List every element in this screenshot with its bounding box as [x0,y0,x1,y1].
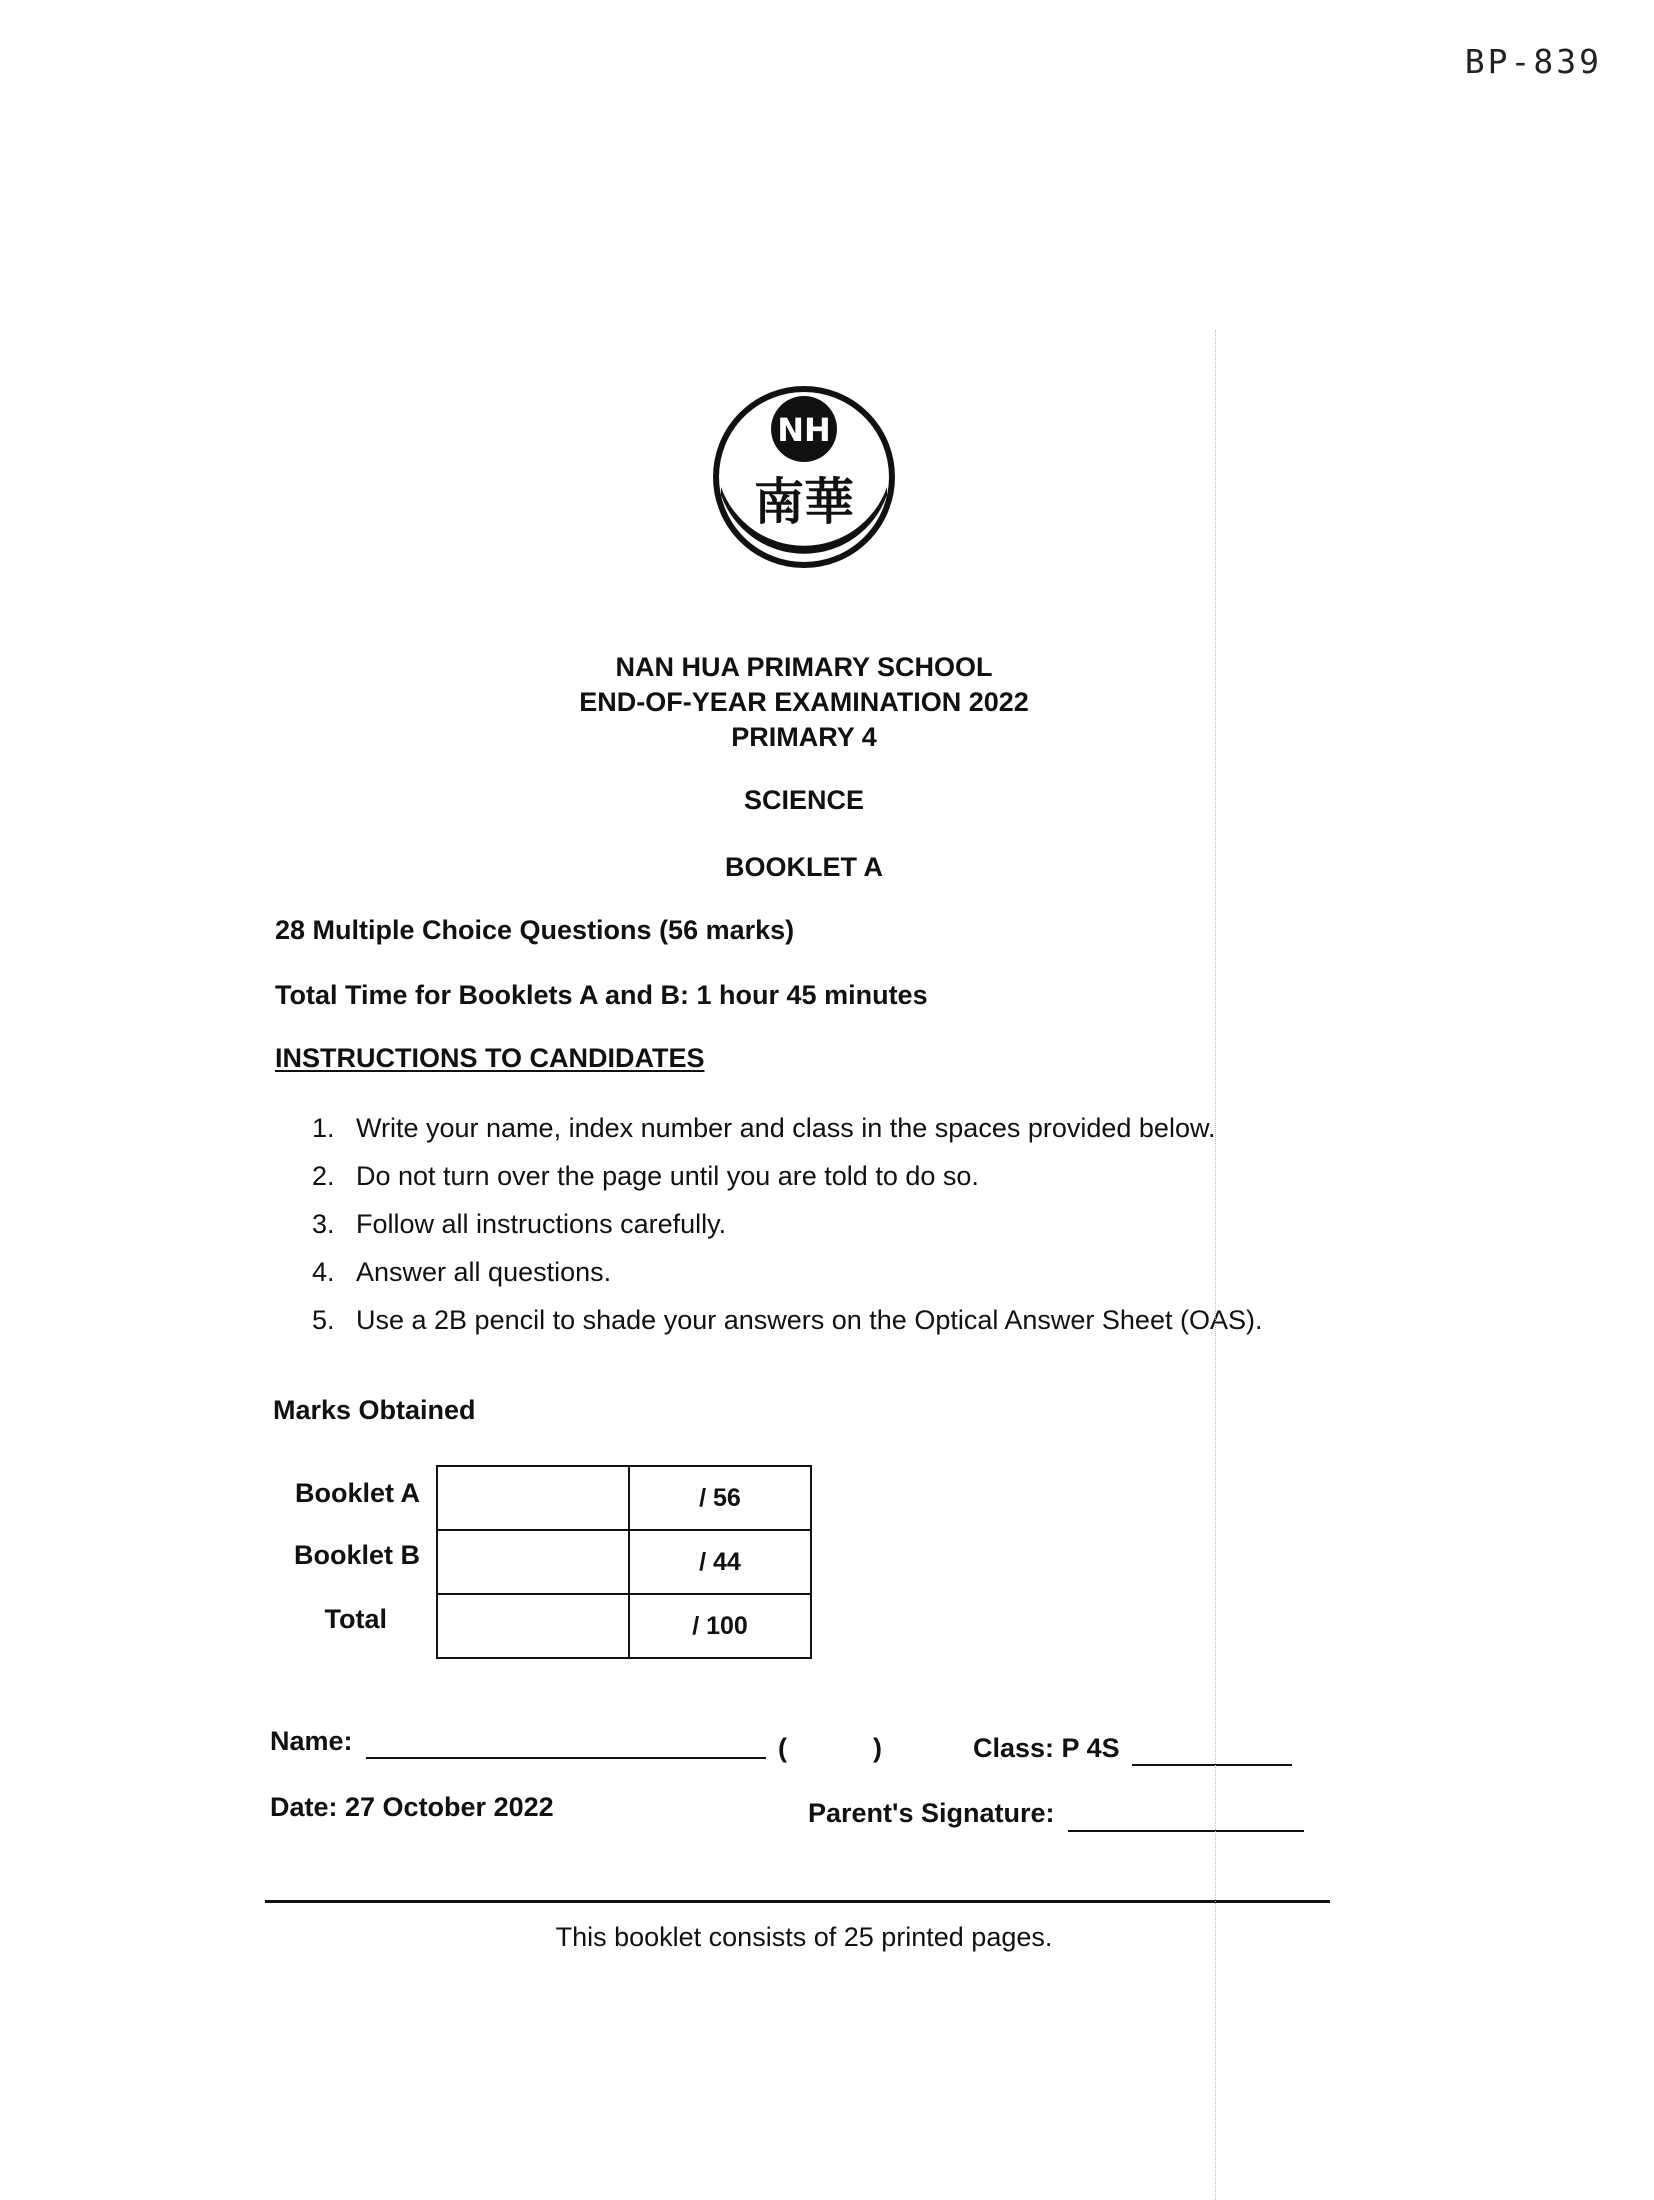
instruction-text: Answer all questions. [356,1257,612,1287]
class-field[interactable] [1132,1764,1292,1766]
instruction-item [312,1296,1262,1344]
document-code: BP-839 [1464,42,1602,81]
instruction-number: 2. [312,1161,335,1191]
marks-label-booklet-a: Booklet A [294,1478,420,1508]
index-number-field[interactable] [800,1730,866,1766]
instructions-title: INSTRUCTIONS TO CANDIDATES [275,1043,705,1073]
class-label: Class: P 4S [973,1733,1120,1763]
school-name: NAN HUA PRIMARY SCHOOL [615,652,993,682]
level: PRIMARY 4 [731,722,877,752]
instruction-number: 4. [312,1257,335,1287]
subject: SCIENCE [743,785,865,815]
total-time: Total Time for Booklets A and B: 1 hour 45 minutes [275,980,928,1010]
logo-chinese: 南華 [754,473,854,531]
marks-out-of: / 44 [629,1530,811,1594]
scan-artifact-line [1215,330,1216,2200]
name-field[interactable] [366,1757,766,1759]
school-logo [709,377,899,577]
instructions-list [312,1104,1262,1344]
table-row [437,1530,811,1594]
marks-label-total: Total [324,1604,387,1634]
date-label: Date: 27 October 2022 [270,1792,554,1822]
parent-signature-field[interactable] [1068,1830,1304,1832]
marks-out-of: / 56 [629,1466,811,1530]
page-count-note: This booklet consists of 25 printed pages. [555,1922,1053,1952]
marks-table [436,1465,812,1659]
booklet-title: BOOKLET A [725,852,883,882]
instruction-text: Write your name, index number and class in the spaces provided below. [356,1113,1216,1143]
marks-score-cell[interactable] [437,1594,629,1658]
table-row [437,1466,811,1530]
question-count: 28 Multiple Choice Questions (56 marks) [275,915,795,945]
marks-title: Marks Obtained [273,1395,476,1425]
instruction-text: Do not turn over the page until you are told to do so. [356,1161,979,1191]
instruction-item [312,1200,1262,1248]
footer-divider [265,1900,1330,1903]
instruction-number: 5. [312,1305,335,1335]
instruction-item [312,1248,1262,1296]
instruction-number: 3. [312,1209,335,1239]
marks-label-booklet-b: Booklet B [293,1540,420,1570]
index-paren-close: ) [873,1733,882,1763]
instruction-text: Use a 2B pencil to shade your answers on the Optical Answer Sheet (OAS). [356,1305,1263,1335]
logo-letters: NH [777,411,831,449]
index-paren-open: ( [778,1733,787,1763]
parent-signature-label: Parent's Signature: [808,1798,1055,1828]
marks-score-cell[interactable] [437,1530,629,1594]
exam-title: END-OF-YEAR EXAMINATION 2022 [579,687,1029,717]
marks-out-of: / 100 [629,1594,811,1658]
table-row [437,1594,811,1658]
instruction-item [312,1104,1262,1152]
instruction-text: Follow all instructions carefully. [356,1209,727,1239]
marks-score-cell[interactable] [437,1466,629,1530]
instruction-item [312,1152,1262,1200]
name-label: Name: [270,1726,353,1756]
instruction-number: 1. [312,1113,335,1143]
